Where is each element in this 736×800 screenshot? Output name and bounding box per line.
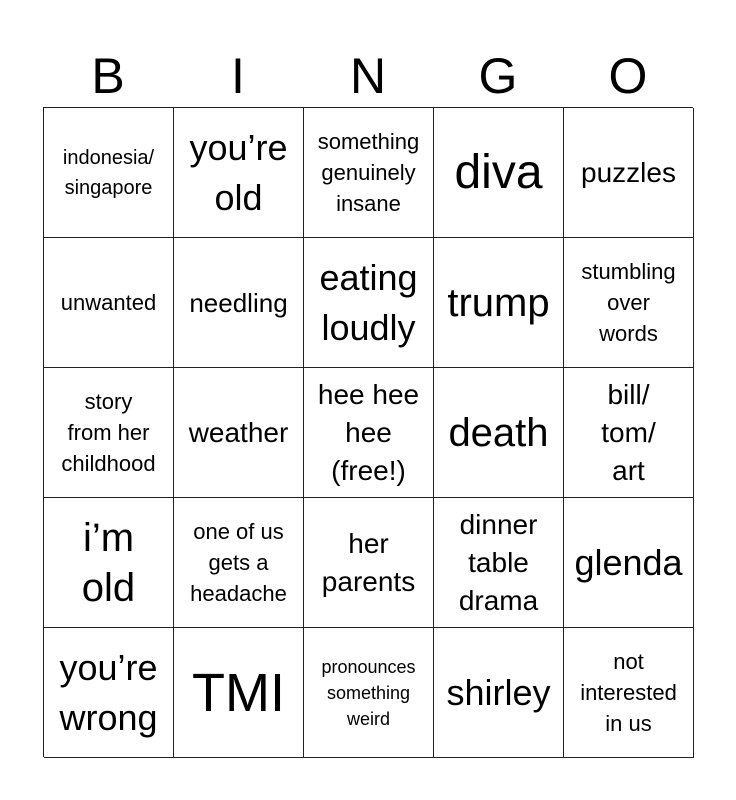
bingo-cell-label: weather xyxy=(188,416,289,448)
bingo-cell[interactable] xyxy=(304,498,434,628)
bingo-cell-label: hee hee hee (free!) xyxy=(317,378,420,486)
bingo-cell[interactable] xyxy=(44,368,174,498)
header-letter-o: O xyxy=(608,48,648,104)
bingo-cell-label: i’m old xyxy=(81,515,136,610)
bingo-cell[interactable] xyxy=(174,108,304,238)
bingo-cell-label: indonesia/ singapore xyxy=(62,146,155,199)
header-letter-g: G xyxy=(478,48,518,104)
bingo-cell[interactable] xyxy=(434,628,564,758)
bingo-header xyxy=(43,46,693,106)
bingo-cell-label: unwanted xyxy=(60,290,157,315)
bingo-cell-label: bill/ tom/ art xyxy=(601,378,656,486)
bingo-cell[interactable] xyxy=(304,238,434,368)
bingo-cell[interactable] xyxy=(564,368,694,498)
bingo-cell-label: glenda xyxy=(574,541,683,583)
header-letter-n: N xyxy=(349,48,387,104)
bingo-cell[interactable] xyxy=(304,108,434,238)
bingo-cell[interactable] xyxy=(304,368,434,498)
bingo-cell[interactable] xyxy=(564,238,694,368)
bingo-cell-label: shirley xyxy=(446,671,551,713)
bingo-cell[interactable] xyxy=(174,368,304,498)
bingo-card-grid xyxy=(43,107,693,757)
header-letter-i: I xyxy=(231,48,245,104)
bingo-cell[interactable] xyxy=(44,628,174,758)
bingo-cell-label: something genuinely insane xyxy=(317,129,420,216)
bingo-cell-label: trump xyxy=(447,280,550,325)
bingo-cell[interactable] xyxy=(434,108,564,238)
bingo-cell-label: puzzles xyxy=(581,156,676,188)
bingo-cell-label: her parents xyxy=(321,527,416,597)
bingo-cell[interactable] xyxy=(44,498,174,628)
bingo-cell[interactable] xyxy=(304,628,434,758)
bingo-cell-label: diva xyxy=(454,145,543,199)
bingo-cell[interactable] xyxy=(174,498,304,628)
bingo-cell-label: you’re wrong xyxy=(59,646,158,738)
bingo-cell-label: eating loudly xyxy=(319,256,418,348)
bingo-cell[interactable] xyxy=(174,628,304,758)
bingo-cell-label: TMI xyxy=(192,662,285,723)
bingo-cell-label: not interested in us xyxy=(580,649,677,736)
header-letter-b: B xyxy=(91,48,125,104)
bingo-cell[interactable] xyxy=(44,238,174,368)
bingo-cell-label: dinner table drama xyxy=(458,508,539,616)
bingo-cell[interactable] xyxy=(434,498,564,628)
bingo-cell-label: one of us gets a headache xyxy=(190,519,287,606)
bingo-cell-label: story from her childhood xyxy=(61,389,156,476)
bingo-cell[interactable] xyxy=(434,368,564,498)
bingo-cell[interactable] xyxy=(564,628,694,758)
bingo-cell[interactable] xyxy=(44,108,174,238)
bingo-cell-label: pronounces something weird xyxy=(321,656,416,729)
bingo-cell-label: stumbling over words xyxy=(581,259,676,346)
bingo-cell[interactable] xyxy=(174,238,304,368)
bingo-cell[interactable] xyxy=(564,498,694,628)
bingo-cell[interactable] xyxy=(564,108,694,238)
bingo-cell-label: you’re old xyxy=(189,126,288,218)
bingo-cell-label: death xyxy=(448,410,549,455)
bingo-cell[interactable] xyxy=(434,238,564,368)
bingo-cell-label: needling xyxy=(189,287,288,318)
